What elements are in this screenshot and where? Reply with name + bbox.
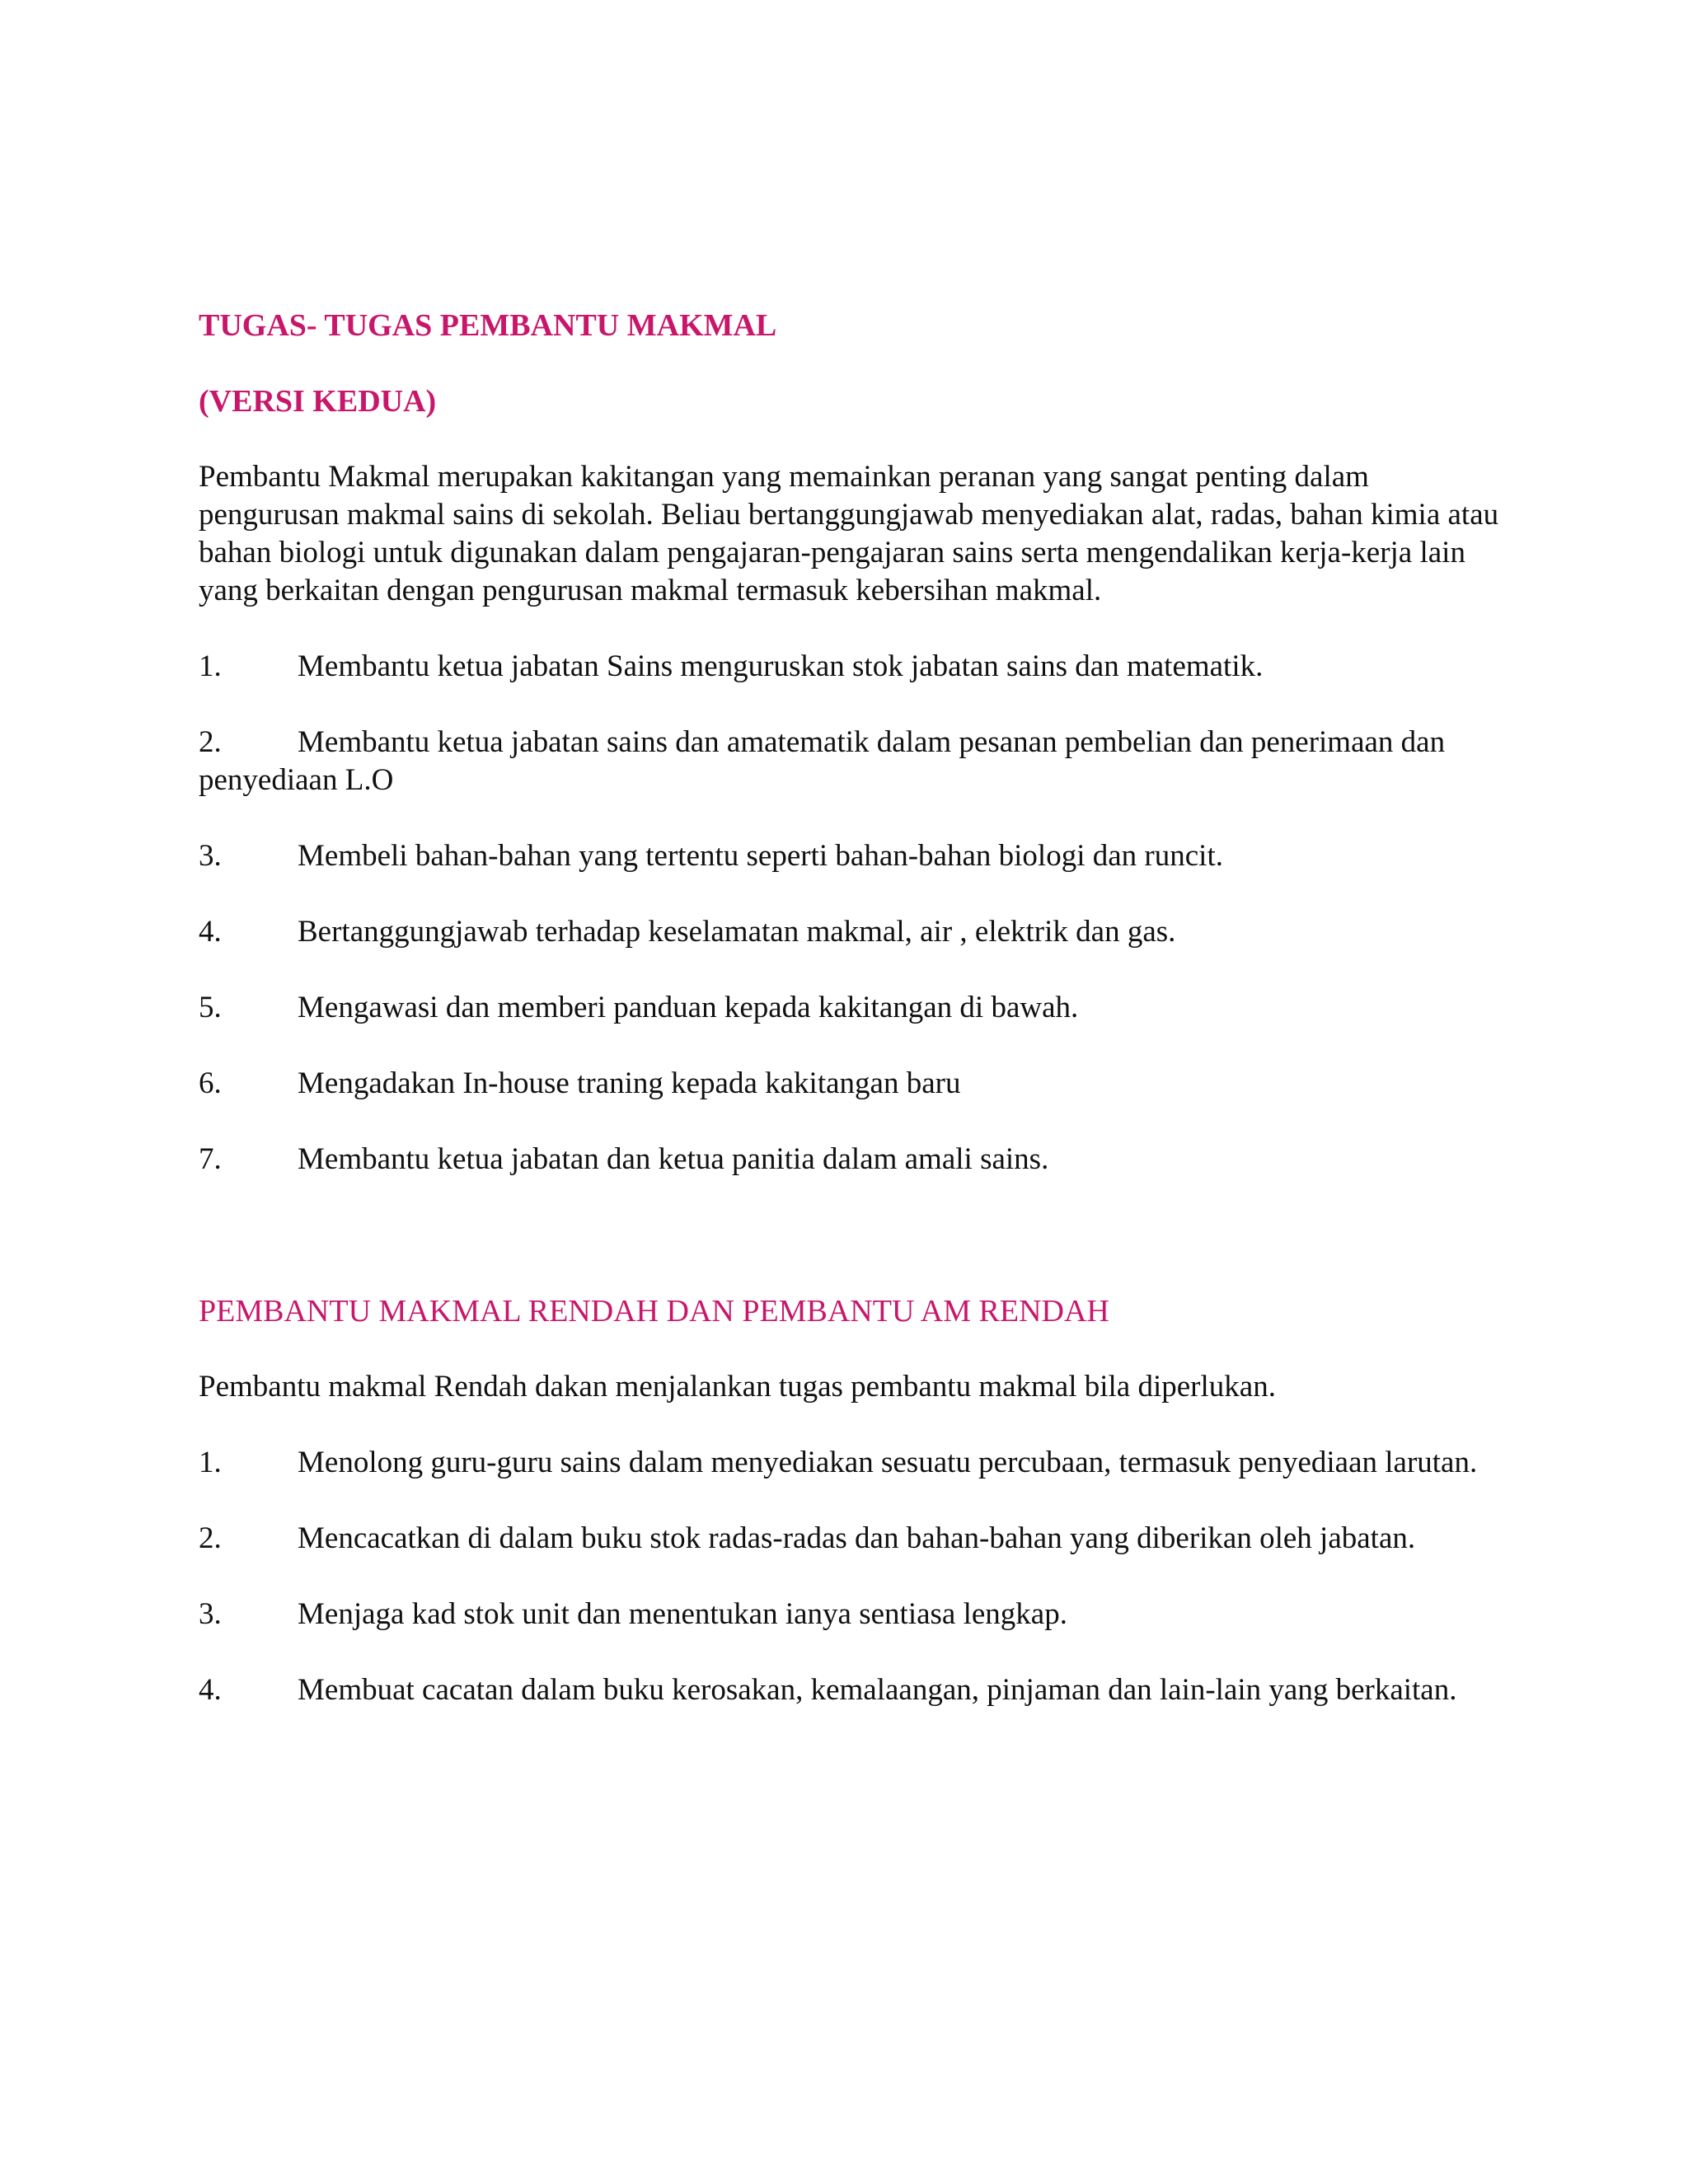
list-item-number: 7.: [199, 1142, 222, 1176]
section2-title: PEMBANTU MAKMAL RENDAH DAN PEMBANTU AM RENDAH: [199, 1294, 1109, 1329]
list-item: [199, 1596, 1501, 1633]
section1-title: TUGAS- TUGAS PEMBANTU MAKMAL: [199, 308, 777, 343]
list-item-number: 3.: [199, 1597, 222, 1631]
list-item-number: 2.: [199, 725, 222, 759]
list-item-number: 6.: [199, 1066, 222, 1100]
list-item-text: Membeli bahan-bahan yang tertentu seperti bahan-bahan biologi dan runcit.: [298, 839, 1223, 873]
list-item-number: 5.: [199, 991, 222, 1024]
list-item-text: Membantu ketua jabatan sains dan amatematik dalam pesanan pembelian dan penerimaan dan penyediaan L.O: [199, 725, 1446, 797]
list-item-text: Menjaga kad stok unit dan menentukan ianya sentiasa lengkap.: [298, 1597, 1067, 1631]
list-item: [199, 1141, 1501, 1179]
list-item: [199, 913, 1501, 951]
list-item: [199, 1520, 1501, 1558]
list-item-text: Mengadakan In-house traning kepada kakitangan baru: [298, 1066, 961, 1100]
list-item-number: 3.: [199, 839, 222, 873]
list-item-text: Membuat cacatan dalam buku kerosakan, kemalaangan, pinjaman dan lain-lain yang berkaitan.: [298, 1673, 1457, 1707]
section1-subtitle: (VERSI KEDUA): [199, 384, 437, 419]
section1-intro: Pembantu Makmal merupakan kakitangan yang memainkan peranan yang sangat penting dalam pengurusan makmal sains di sekolah. Beliau bertanggungjawab menyediakan alat, radas, bahan kimia atau bahan biologi untuk digunakan dalam pengajaran-pengajaran sains serta mengendalikan kerja-kerja lain yang berkaitan dengan pengurusan makmal termasuk kebersihan makmal.: [199, 460, 1499, 607]
list-item-text: Mengawasi dan memberi panduan kepada kakitangan di bawah.: [298, 991, 1079, 1024]
list-item: [199, 1671, 1501, 1709]
list-item: [199, 1444, 1501, 1482]
list-item-number: 1.: [199, 649, 222, 683]
section2-intro: Pembantu makmal Rendah dakan menjalankan tugas pembantu makmal bila diperlukan.: [199, 1370, 1276, 1404]
list-item: [199, 837, 1501, 875]
document-page: [199, 307, 1501, 1709]
list-item-text: Mencacatkan di dalam buku stok radas-radas dan bahan-bahan yang diberikan oleh jabatan.: [298, 1521, 1416, 1555]
list-item-text: Membantu ketua jabatan dan ketua panitia dalam amali sains.: [298, 1142, 1049, 1176]
list-item-number: 1.: [199, 1446, 222, 1479]
list-item-number: 2.: [199, 1521, 222, 1555]
list-item-number: 4.: [199, 1673, 222, 1707]
list-item: [199, 648, 1501, 686]
list-item-text: Membantu ketua jabatan Sains menguruskan stok jabatan sains dan matematik.: [298, 649, 1264, 683]
list-item: [199, 724, 1501, 799]
list-item: [199, 989, 1501, 1027]
list-item-text: Bertanggungjawab terhadap keselamatan makmal, air , elektrik dan gas.: [298, 915, 1176, 949]
list-item: [199, 1065, 1501, 1103]
list-item-text: Menolong guru-guru sains dalam menyediakan sesuatu percubaan, termasuk penyediaan larutan.: [298, 1446, 1478, 1479]
list-item-number: 4.: [199, 915, 222, 949]
